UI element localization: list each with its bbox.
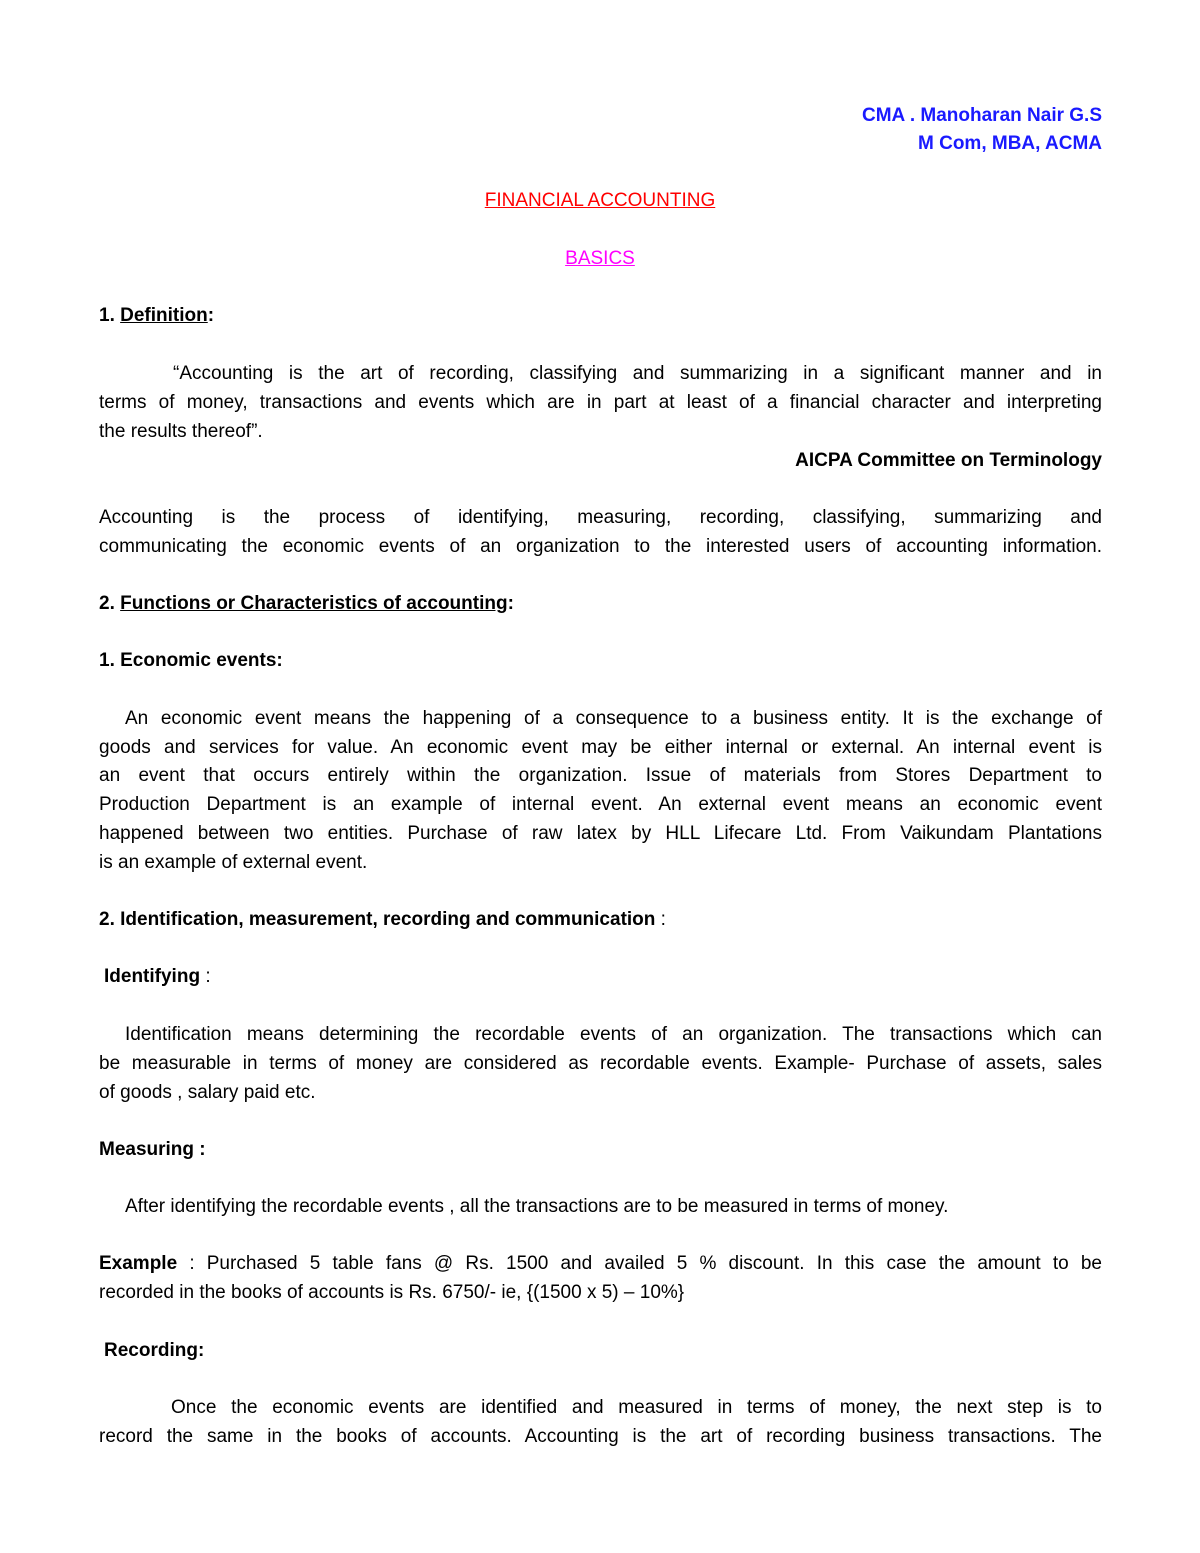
economic-line-5-wrap: [99, 819, 1102, 848]
quote-line-1-wrap: [173, 359, 1102, 388]
example-line-2: recorded in the books of accounts is Rs. 6750/- ie, {(1500 x 5) – 10%}: [99, 1282, 685, 1303]
section-1-colon: :: [207, 305, 215, 326]
identifying-colon: :: [200, 966, 211, 987]
recording-line-1: Once the economic events are identified and measured in terms of money, the next step is to: [171, 1397, 1102, 1418]
economic-events-heading: 1. Economic events:: [99, 650, 283, 671]
economic-line-1: An economic event means the happening of a consequence to a business entity. It is the exchange of: [125, 708, 1102, 729]
definition-para-line-1-wrap: [99, 503, 1102, 532]
section-2-title: Functions or Characteristics of accounting: [120, 593, 508, 614]
example-text: : Purchased 5 table fans @ Rs. 1500 and availed 5 % discount. In this case the amount to be: [177, 1253, 1102, 1274]
identifying-heading: [104, 962, 1107, 991]
section-2-number: 2.: [99, 593, 115, 614]
identifying-title: Identifying: [104, 966, 201, 987]
identifying-line-2-wrap: [99, 1049, 1102, 1078]
definition-para-line-2-wrap: [99, 532, 1102, 561]
identifying-line-2: be measurable in terms of money are considered as recordable events. Example- Purchase of assets, sales: [99, 1053, 1102, 1074]
section-1-title: Definition: [120, 305, 208, 326]
economic-line-4: Production Department is an example of internal event. An external event means an economic event: [99, 794, 1102, 815]
example-line-1-wrap: [99, 1249, 1102, 1278]
quote-line-3: the results thereof”.: [99, 421, 263, 442]
title-row: [0, 186, 1200, 215]
definition-para-line-1: Accounting is the process of identifying, measuring, recording, classifying, summarizing and: [99, 507, 1102, 528]
author-credentials: M Com, MBA, ACMA: [918, 133, 1102, 154]
economic-line-3-wrap: [99, 761, 1102, 790]
section-1-heading: [99, 301, 1102, 330]
identifying-line-1: Identification means determining the recordable events of an organization. The transactions which can: [125, 1024, 1102, 1045]
identification-colon: :: [655, 909, 666, 930]
identifying-line-3: of goods , salary paid etc.: [99, 1082, 316, 1103]
identification-heading: [99, 905, 1102, 934]
measuring-line: After identifying the recordable events , all the transactions are to be measured in terms of money.: [125, 1196, 949, 1217]
economic-line-2-wrap: [99, 733, 1102, 762]
author-name: CMA . Manoharan Nair G.S: [862, 105, 1102, 126]
quote-line-2-wrap: [99, 388, 1102, 417]
economic-line-5: happened between two entities. Purchase of raw latex by HLL Lifecare Ltd. From Vaikundam Plantations: [99, 823, 1102, 844]
quote-line-2: terms of money, transactions and events which are in part at least of a financial character and interpreting: [99, 392, 1102, 413]
recording-heading: Recording:: [104, 1340, 205, 1361]
quote-attribution: AICPA Committee on Terminology: [795, 450, 1102, 471]
subtitle-row: [0, 244, 1200, 273]
document-subtitle: BASICS: [565, 248, 635, 269]
document-title: FINANCIAL ACCOUNTING: [484, 190, 716, 211]
recording-line-2-wrap: [99, 1422, 1102, 1451]
quote-line-1: “Accounting is the art of recording, classifying and summarizing in a significant manner and in: [173, 363, 1102, 384]
measuring-heading: Measuring :: [99, 1139, 206, 1160]
identification-title: 2. Identification, measurement, recording and communication: [99, 909, 656, 930]
section-1-number: 1.: [99, 305, 115, 326]
definition-para-line-2: communicating the economic events of an organization to the interested users of accounting information.: [99, 536, 1102, 557]
economic-line-2: goods and services for value. An economic event may be either internal or external. An internal event is: [99, 737, 1102, 758]
identifying-line-1-wrap: [125, 1020, 1102, 1049]
economic-line-1-wrap: [125, 704, 1102, 733]
economic-line-3: an event that occurs entirely within the organization. Issue of materials from Stores Department to: [99, 765, 1102, 786]
recording-line-2: record the same in the books of accounts. Accounting is the art of recording business transactions. The: [99, 1426, 1102, 1447]
economic-line-4-wrap: [99, 790, 1102, 819]
example-label: Example: [99, 1253, 178, 1274]
economic-line-6: is an example of external event.: [99, 852, 368, 873]
section-2-heading: [99, 589, 1102, 618]
recording-line-1-wrap: [171, 1393, 1102, 1422]
example-line-1: [99, 1249, 1102, 1278]
section-2-colon: :: [507, 593, 514, 614]
